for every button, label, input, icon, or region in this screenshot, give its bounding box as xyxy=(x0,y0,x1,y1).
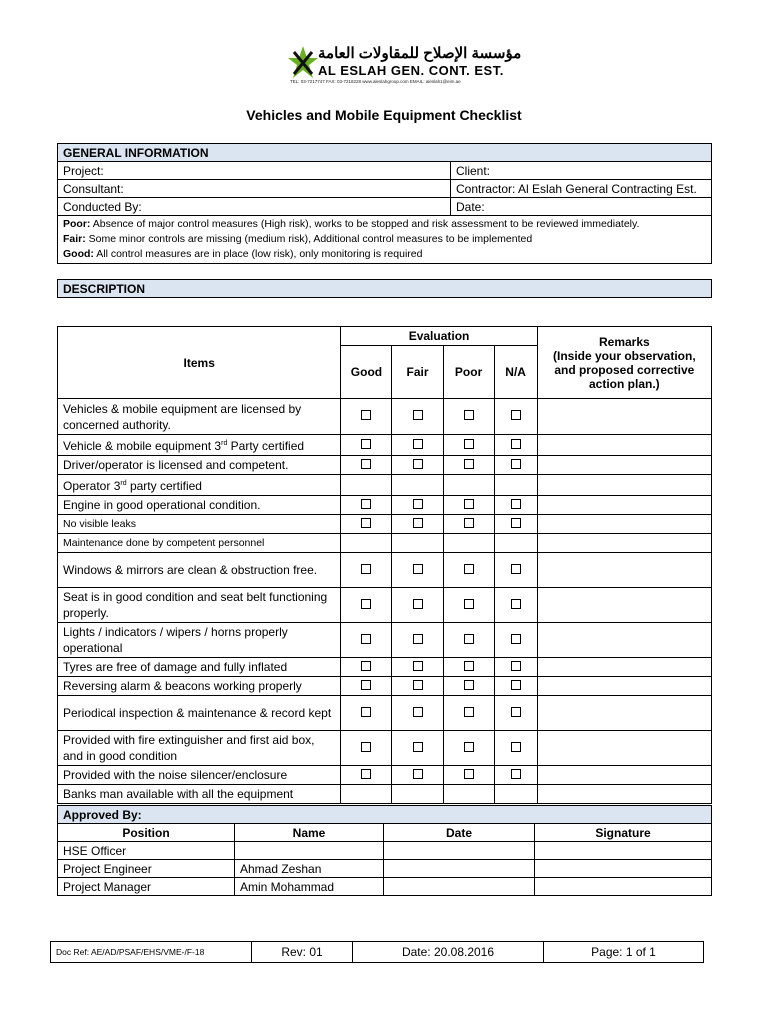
good-column-header: Good xyxy=(341,346,392,399)
good-cell xyxy=(341,731,392,766)
logo-arabic-name: مؤسسة الإصلاح للمقاولات العامة xyxy=(318,45,522,62)
checklist-row xyxy=(58,515,712,534)
na-checkbox[interactable] xyxy=(511,661,521,671)
project-field: Project: xyxy=(58,162,451,180)
contractor-field: Contractor: Al Eslah General Contracting Est. xyxy=(451,180,712,198)
poor-cell xyxy=(443,515,494,534)
poor-cell xyxy=(443,658,494,677)
general-information-table xyxy=(57,143,712,264)
poor-checkbox[interactable] xyxy=(464,634,474,644)
good-checkbox[interactable] xyxy=(361,680,371,690)
date-column-header: Date xyxy=(384,824,535,842)
date-cell[interactable] xyxy=(384,860,535,878)
doc-ref: Doc Ref: AE/AD/PSAF/EHS/VME-/F-18 xyxy=(51,942,252,963)
page-number: Page: 1 of 1 xyxy=(544,942,704,963)
fair-cell xyxy=(392,766,443,785)
poor-checkbox[interactable] xyxy=(464,769,474,779)
good-cell xyxy=(341,677,392,696)
document-footer xyxy=(50,941,704,963)
na-cell xyxy=(494,588,537,623)
checklist-item-label: Engine in good operational condition. xyxy=(58,496,341,515)
good-checkbox[interactable] xyxy=(361,634,371,644)
good-cell[interactable] xyxy=(341,534,392,553)
poor-checkbox[interactable] xyxy=(464,459,474,469)
poor-cell xyxy=(443,623,494,658)
good-cell xyxy=(341,435,392,456)
good-cell xyxy=(341,696,392,731)
na-cell[interactable] xyxy=(494,534,537,553)
checklist-table xyxy=(57,326,712,804)
fair-cell[interactable] xyxy=(392,785,443,804)
checklist-item-label: Maintenance done by competent personnel xyxy=(58,534,341,553)
fair-checkbox[interactable] xyxy=(413,564,423,574)
checklist-item-label: Vehicle & mobile equipment 3rd Party certified xyxy=(58,435,341,456)
poor-checkbox[interactable] xyxy=(464,499,474,509)
na-cell xyxy=(494,677,537,696)
fair-cell xyxy=(392,658,443,677)
remarks-cell[interactable] xyxy=(537,731,711,766)
fair-checkbox[interactable] xyxy=(413,459,423,469)
fair-cell[interactable] xyxy=(392,475,443,496)
checklist-row xyxy=(58,658,712,677)
checklist-row xyxy=(58,696,712,731)
na-checkbox[interactable] xyxy=(511,769,521,779)
na-checkbox[interactable] xyxy=(511,439,521,449)
remarks-cell[interactable] xyxy=(537,515,711,534)
poor-checkbox[interactable] xyxy=(464,439,474,449)
poor-checkbox[interactable] xyxy=(464,564,474,574)
poor-checkbox[interactable] xyxy=(464,680,474,690)
date-field: Date: xyxy=(451,198,712,216)
legend-good: Good: All control measures are in place (low risk), only monitoring is required xyxy=(63,248,423,260)
description-header: DESCRIPTION xyxy=(58,280,712,298)
good-checkbox[interactable] xyxy=(361,742,371,752)
poor-checkbox[interactable] xyxy=(464,742,474,752)
good-cell xyxy=(341,623,392,658)
remarks-column-header xyxy=(537,327,711,399)
logo-star-icon xyxy=(288,46,318,80)
approved-by-header: Approved By: xyxy=(58,806,712,824)
fair-cell xyxy=(392,496,443,515)
checklist-row xyxy=(58,677,712,696)
name-cell[interactable] xyxy=(235,842,384,860)
fair-cell xyxy=(392,399,443,435)
page-title: Vehicles and Mobile Equipment Checklist xyxy=(246,107,522,123)
poor-checkbox[interactable] xyxy=(464,518,474,528)
good-checkbox[interactable] xyxy=(361,518,371,528)
checklist-row xyxy=(58,496,712,515)
name-column-header: Name xyxy=(235,824,384,842)
checklist-item-label: Provided with fire extinguisher and first aid box, and in good condition xyxy=(58,731,341,766)
fair-checkbox[interactable] xyxy=(413,634,423,644)
signature-column-header: Signature xyxy=(535,824,712,842)
legend-poor: Poor: Absence of major control measures (High risk), works to be stopped and risk assessment to be reviewed immediately. xyxy=(63,218,640,230)
company-logo xyxy=(288,44,522,88)
na-checkbox[interactable] xyxy=(511,459,521,469)
fair-checkbox[interactable] xyxy=(413,680,423,690)
date-cell[interactable] xyxy=(384,842,535,860)
remarks-cell[interactable] xyxy=(537,456,711,475)
na-cell[interactable] xyxy=(494,785,537,804)
checklist-item-label: Operator 3rd party certified xyxy=(58,475,341,496)
signature-cell[interactable] xyxy=(535,860,712,878)
poor-cell xyxy=(443,435,494,456)
checklist-row xyxy=(58,588,712,623)
na-checkbox[interactable] xyxy=(511,518,521,528)
na-cell xyxy=(494,456,537,475)
checklist-item-label: Provided with the noise silencer/enclosure xyxy=(58,766,341,785)
table-row xyxy=(58,860,712,878)
good-cell[interactable] xyxy=(341,475,392,496)
poor-cell xyxy=(443,677,494,696)
table-row xyxy=(58,842,712,860)
remarks-cell[interactable] xyxy=(537,475,711,496)
remarks-cell[interactable] xyxy=(537,785,711,804)
good-cell xyxy=(341,456,392,475)
poor-cell xyxy=(443,399,494,435)
items-column-header: Items xyxy=(58,327,341,399)
date-cell[interactable] xyxy=(384,878,535,896)
fair-checkbox[interactable] xyxy=(413,661,423,671)
fair-cell xyxy=(392,696,443,731)
table-row xyxy=(58,878,712,896)
na-checkbox[interactable] xyxy=(511,599,521,609)
poor-cell[interactable] xyxy=(443,785,494,804)
position-cell: HSE Officer xyxy=(58,842,235,860)
poor-cell xyxy=(443,696,494,731)
checklist-row xyxy=(58,553,712,588)
good-cell xyxy=(341,588,392,623)
na-cell xyxy=(494,766,537,785)
signature-cell[interactable] xyxy=(535,842,712,860)
na-cell xyxy=(494,623,537,658)
na-cell xyxy=(494,399,537,435)
remarks-cell[interactable] xyxy=(537,399,711,435)
client-field: Client: xyxy=(451,162,712,180)
issue-date: Date: 20.08.2016 xyxy=(353,942,544,963)
risk-legend xyxy=(58,216,712,264)
na-column-header: N/A xyxy=(494,346,537,399)
checklist-item-label: Reversing alarm & beacons working properly xyxy=(58,677,341,696)
remarks-cell[interactable] xyxy=(537,696,711,731)
position-column-header: Position xyxy=(58,824,235,842)
checklist-row xyxy=(58,534,712,553)
na-checkbox[interactable] xyxy=(511,410,521,420)
description-table xyxy=(57,279,712,298)
na-cell xyxy=(494,435,537,456)
poor-checkbox[interactable] xyxy=(464,661,474,671)
checklist-item-label: Driver/operator is licensed and competent. xyxy=(58,456,341,475)
poor-checkbox[interactable] xyxy=(464,707,474,717)
fair-column-header: Fair xyxy=(392,346,443,399)
na-cell xyxy=(494,658,537,677)
remarks-subtitle: (Inside your observation, and proposed corrective action plan.) xyxy=(552,348,696,391)
remarks-cell[interactable] xyxy=(537,588,711,623)
fair-checkbox[interactable] xyxy=(413,499,423,509)
fair-checkbox[interactable] xyxy=(413,742,423,752)
good-cell xyxy=(341,553,392,588)
poor-cell xyxy=(443,553,494,588)
na-checkbox[interactable] xyxy=(511,680,521,690)
na-checkbox[interactable] xyxy=(511,707,521,717)
checklist-item-label: Seat is in good condition and seat belt functioning properly. xyxy=(58,588,341,623)
good-checkbox[interactable] xyxy=(361,707,371,717)
fair-cell xyxy=(392,677,443,696)
good-checkbox[interactable] xyxy=(361,499,371,509)
fair-cell xyxy=(392,456,443,475)
remarks-cell[interactable] xyxy=(537,766,711,785)
poor-cell xyxy=(443,731,494,766)
fair-checkbox[interactable] xyxy=(413,439,423,449)
revision: Rev: 01 xyxy=(252,942,353,963)
evaluation-column-header: Evaluation xyxy=(341,327,537,346)
poor-checkbox[interactable] xyxy=(464,410,474,420)
remarks-title: Remarks xyxy=(598,334,650,349)
na-checkbox[interactable] xyxy=(511,634,521,644)
good-checkbox[interactable] xyxy=(361,410,371,420)
checklist-item-label: Periodical inspection & maintenance & record kept xyxy=(58,696,341,731)
good-checkbox[interactable] xyxy=(361,599,371,609)
name-cell[interactable]: Amin Mohammad xyxy=(235,878,384,896)
good-checkbox[interactable] xyxy=(361,564,371,574)
legend-fair: Fair: Some minor controls are missing (medium risk), Additional control measures to be implemented xyxy=(63,233,533,245)
good-checkbox[interactable] xyxy=(361,661,371,671)
remarks-cell[interactable] xyxy=(537,553,711,588)
logo-contact-line: TEL: 03-7217747 FAX: 03-7218228 www.aleslahgroup.com EMAIL: aleslah1@eim.ae xyxy=(290,79,461,84)
fair-cell xyxy=(392,731,443,766)
position-cell: Project Engineer xyxy=(58,860,235,878)
poor-cell xyxy=(443,588,494,623)
checklist-row xyxy=(58,456,712,475)
na-cell xyxy=(494,553,537,588)
fair-checkbox[interactable] xyxy=(413,518,423,528)
fair-cell xyxy=(392,435,443,456)
remarks-cell[interactable] xyxy=(537,435,711,456)
fair-checkbox[interactable] xyxy=(413,410,423,420)
na-cell xyxy=(494,731,537,766)
remarks-cell[interactable] xyxy=(537,658,711,677)
poor-cell xyxy=(443,766,494,785)
checklist-row xyxy=(58,435,712,456)
checklist-row xyxy=(58,731,712,766)
fair-cell xyxy=(392,553,443,588)
remarks-cell[interactable] xyxy=(537,623,711,658)
poor-checkbox[interactable] xyxy=(464,599,474,609)
good-cell xyxy=(341,399,392,435)
checklist-item-label: Vehicles & mobile equipment are licensed by concerned authority. xyxy=(58,399,341,435)
fair-cell[interactable] xyxy=(392,534,443,553)
name-cell[interactable]: Ahmad Zeshan xyxy=(235,860,384,878)
good-checkbox[interactable] xyxy=(361,439,371,449)
checklist-row xyxy=(58,623,712,658)
fair-cell xyxy=(392,588,443,623)
poor-cell xyxy=(443,456,494,475)
fair-checkbox[interactable] xyxy=(413,707,423,717)
good-cell[interactable] xyxy=(341,785,392,804)
good-cell xyxy=(341,658,392,677)
na-cell xyxy=(494,696,537,731)
position-cell: Project Manager xyxy=(58,878,235,896)
good-cell xyxy=(341,515,392,534)
na-cell xyxy=(494,496,537,515)
fair-checkbox[interactable] xyxy=(413,599,423,609)
fair-checkbox[interactable] xyxy=(413,769,423,779)
checklist-item-label: No visible leaks xyxy=(58,515,341,534)
poor-cell[interactable] xyxy=(443,534,494,553)
checklist-item-label: Windows & mirrors are clean & obstruction free. xyxy=(58,553,341,588)
general-information-header: GENERAL INFORMATION xyxy=(58,144,712,162)
logo-english-name: AL ESLAH GEN. CONT. EST. xyxy=(318,63,504,78)
fair-cell xyxy=(392,515,443,534)
checklist-row xyxy=(58,766,712,785)
checklist-item-label: Tyres are free of damage and fully inflated xyxy=(58,658,341,677)
na-checkbox[interactable] xyxy=(511,742,521,752)
fair-cell xyxy=(392,623,443,658)
na-cell xyxy=(494,515,537,534)
poor-column-header: Poor xyxy=(443,346,494,399)
good-checkbox[interactable] xyxy=(361,769,371,779)
remarks-cell[interactable] xyxy=(537,534,711,553)
signature-cell[interactable] xyxy=(535,878,712,896)
poor-cell xyxy=(443,496,494,515)
good-checkbox[interactable] xyxy=(361,459,371,469)
checklist-row xyxy=(58,785,712,804)
good-cell xyxy=(341,496,392,515)
na-checkbox[interactable] xyxy=(511,499,521,509)
poor-cell[interactable] xyxy=(443,475,494,496)
good-cell xyxy=(341,766,392,785)
remarks-cell[interactable] xyxy=(537,677,711,696)
conducted-by-field: Conducted By: xyxy=(58,198,451,216)
checklist-row xyxy=(58,399,712,435)
na-checkbox[interactable] xyxy=(511,564,521,574)
approval-table xyxy=(57,805,712,896)
checklist-item-label: Banks man available with all the equipment xyxy=(58,785,341,804)
remarks-cell[interactable] xyxy=(537,496,711,515)
consultant-field: Consultant: xyxy=(58,180,451,198)
na-cell[interactable] xyxy=(494,475,537,496)
checklist-row xyxy=(58,475,712,496)
checklist-item-label: Lights / indicators / wipers / horns properly operational xyxy=(58,623,341,658)
checklist-rows xyxy=(58,399,712,804)
